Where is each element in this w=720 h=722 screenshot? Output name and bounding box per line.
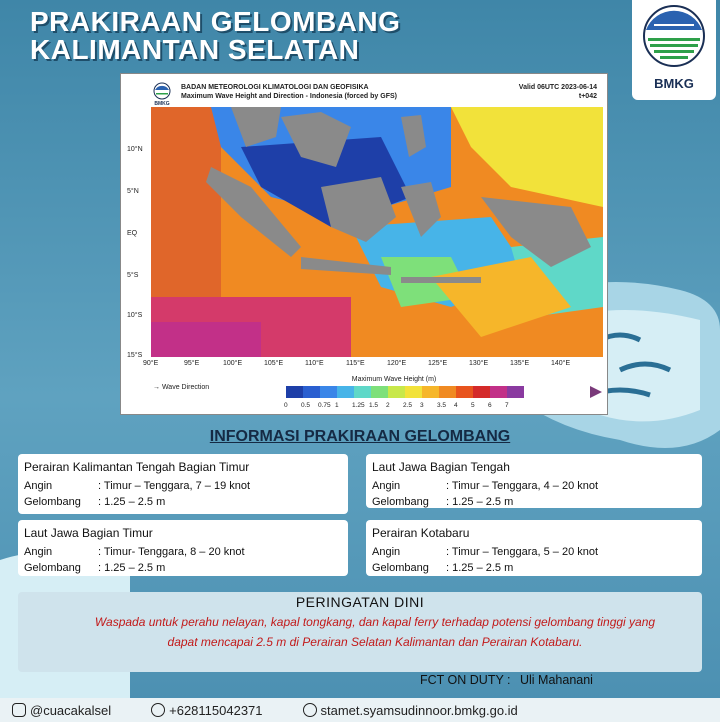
colorbar-swatch [303,386,320,398]
angin-value: : Timur – Tenggara, 5 – 20 knot [446,546,599,558]
colorbar-swatch [388,386,405,398]
map-forecast-step: t+042 [578,93,597,100]
colorbar-tick: 6 [488,402,492,409]
logo-label: BMKG [654,76,694,91]
lat-label: 15°S [127,352,143,359]
title-line-1: PRAKIRAAN GELOMBANG [30,6,401,37]
gelombang-label: Gelombang [24,496,81,508]
lon-label: 110°E [305,360,324,367]
region-card [366,520,702,576]
lon-label: 95°E [184,360,200,367]
bmkg-logo [632,0,716,100]
lon-label: 115°E [346,360,365,367]
whatsapp-icon [151,703,165,717]
colorbar-tick: 0 [284,402,288,409]
region-name: Perairan Kotabaru [372,526,470,540]
lat-label: 5°N [127,188,139,195]
angin-value: : Timur – Tenggara, 4 – 20 knot [446,480,599,492]
colorbar-tick: 2 [386,402,390,409]
map-subtitle: Maximum Wave Height and Direction - Indonesia (forced by GFS) [181,93,397,100]
title-line-2: KALIMANTAN SELATAN [30,34,360,65]
arrow-icon: → [153,384,162,391]
colorbar-tick: 4 [454,402,458,409]
fct-on-duty [420,673,593,687]
colorbar-tick: 3.5 [437,402,447,409]
region-name: Perairan Kalimantan Tengah Bagian Timur [24,460,250,474]
colorbar-swatch [337,386,354,398]
lon-label: 125°E [428,360,448,367]
wave-direction-label: Wave Direction [161,384,210,391]
colorbar-tick: 2.5 [403,402,413,409]
instagram-handle[interactable]: @cuacakalsel [30,702,112,718]
colorbar-swatch [473,386,490,398]
lon-label: 140°E [551,360,571,367]
colorbar-swatch [371,386,388,398]
colorbar-swatch [422,386,439,398]
fct-label: FCT ON DUTY : [420,673,511,687]
lon-label: 105°E [264,360,284,367]
angin-label: Angin [24,546,53,558]
lat-label: 10°S [127,312,143,319]
colorbar-tick: 0.5 [301,402,311,409]
gelombang-value: : 1.25 – 2.5 m [446,496,514,508]
region-card [18,520,348,576]
gelombang-value: : 1.25 – 2.5 m [98,562,166,574]
lon-label: 90°E [143,360,159,367]
gelombang-label: Gelombang [24,562,81,574]
website-link[interactable]: stamet.syamsudinnoor.bmkg.go.id [320,702,518,718]
colorbar-tick: 1 [335,402,339,409]
svg-text:BMKG: BMKG [154,101,170,106]
phone-number[interactable]: +628115042371 [169,702,263,718]
lat-label: EQ [127,230,138,237]
wave-direction-legend [153,384,209,391]
angin-label: Angin [372,546,401,558]
colorbar-arrow-icon [590,386,602,398]
fct-name: Uli Mahanani [520,673,593,687]
colorbar-title: Maximum Wave Height (m) [351,376,437,383]
colorbar-swatch [439,386,456,398]
lat-label: 5°S [127,272,139,279]
early-warning-box [18,592,702,672]
bmkg-emblem-icon [632,0,716,80]
region-card [366,454,702,508]
region-name: Laut Jawa Bagian Timur [24,526,153,540]
footer [0,698,720,722]
lon-label: 135°E [510,360,530,367]
colorbar-swatch [405,386,422,398]
lon-label: 120°E [387,360,407,367]
colorbar-tick: 0.75 [318,402,331,409]
warning-text: Waspada untuk perahu nelayan, kapal tongkang, dan kapal ferry terhadap potensi gelombang tinggi yang dapat mencapai 2.5 m di Perairan Selatan Kalimantan dan Perairan Kotabaru. [94,615,656,649]
colorbar-tick: 7 [505,402,509,409]
bmkg-mini-logo-icon [153,82,171,106]
wave-height-map [151,107,603,357]
angin-value: : Timur- Tenggara, 8 – 20 knot [98,546,245,558]
colorbar-swatch [354,386,371,398]
angin-label: Angin [24,480,53,492]
lat-label: 10°N [127,146,143,153]
gelombang-value: : 1.25 – 2.5 m [446,562,514,574]
gelombang-label: Gelombang [372,562,429,574]
instagram-icon [12,703,26,717]
lon-label: 100°E [223,360,243,367]
angin-value: : Timur – Tenggara, 7 – 19 knot [98,480,251,492]
wave-map-card [120,73,608,415]
colorbar-swatch [320,386,337,398]
colorbar-swatch [456,386,473,398]
info-title: INFORMASI PRAKIRAAN GELOMBANG [209,428,511,445]
warning-title: PERINGATAN DINI [295,594,425,610]
globe-icon [303,703,317,717]
region-card [18,454,348,514]
colorbar-tick: 1.5 [369,402,379,409]
angin-label: Angin [372,480,401,492]
gelombang-value: : 1.25 – 2.5 m [98,496,166,508]
lon-label: 130°E [469,360,489,367]
colorbar-tick: 3 [420,402,424,409]
colorbar [286,386,524,398]
colorbar-swatch [286,386,303,398]
region-name: Laut Jawa Bagian Tengah [372,460,510,474]
gelombang-label: Gelombang [372,496,429,508]
colorbar-swatch [490,386,507,398]
colorbar-tick: 1.25 [352,402,365,409]
map-valid: Valid 06UTC 2023-06-14 [518,84,597,91]
colorbar-tick: 5 [471,402,475,409]
colorbar-swatch [507,386,524,398]
map-org: BADAN METEOROLOGI KLIMATOLOGI DAN GEOFISIKA [181,84,369,91]
